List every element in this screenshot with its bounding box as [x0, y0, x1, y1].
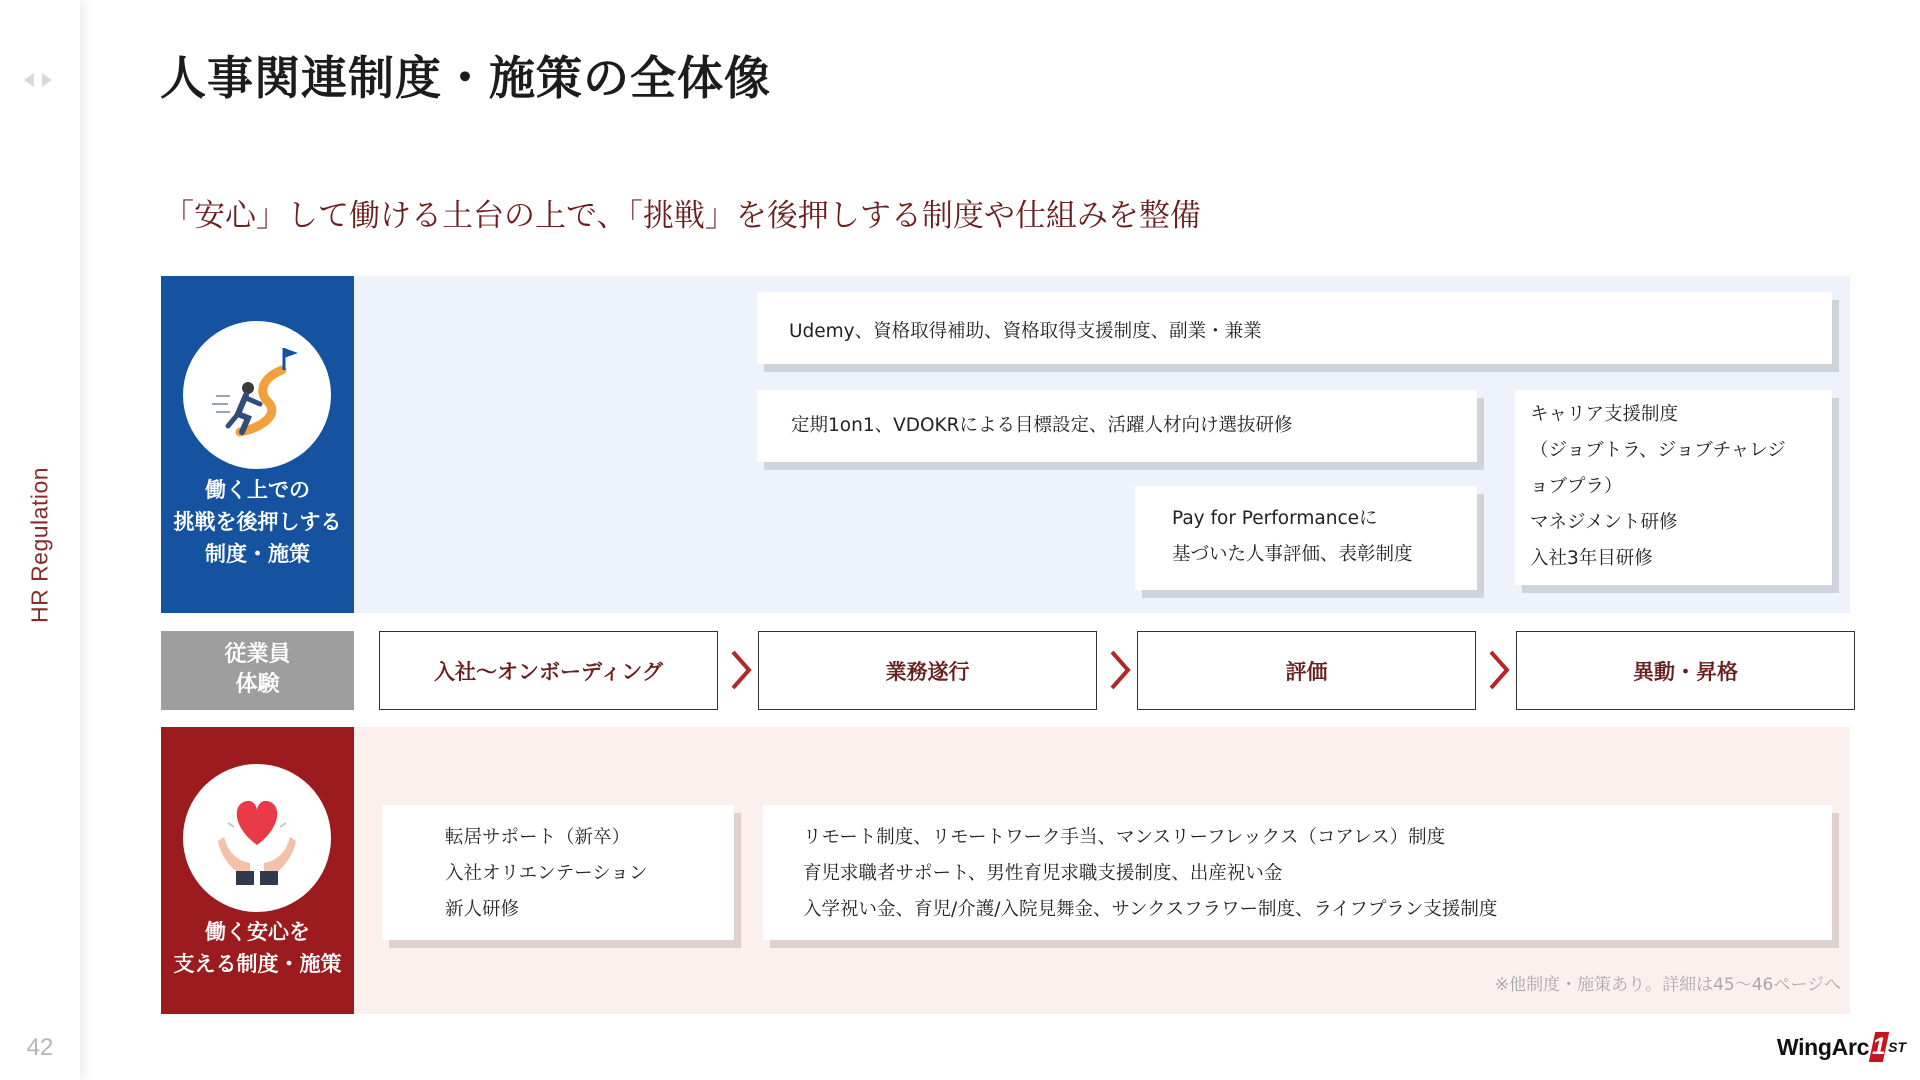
- card-text: 入社3年目研修: [1530, 548, 1653, 569]
- card-text: Udemy、資格取得補助、資格取得支援制度、副業・兼業: [789, 321, 1262, 342]
- stage-evaluation: 評価: [1137, 631, 1476, 710]
- security-card-2: [763, 805, 1832, 940]
- card-text: ョブプラ）: [1530, 476, 1623, 497]
- logo-text: WingArc: [1776, 1033, 1870, 1060]
- security-icon-circle: [183, 764, 331, 912]
- prev-arrow-icon[interactable]: [22, 72, 36, 88]
- section-label: HR Regulation: [26, 466, 53, 624]
- slide-nav[interactable]: [22, 72, 62, 92]
- card-text: キャリア支援制度: [1530, 404, 1679, 425]
- logo-one: 1: [1869, 1033, 1889, 1060]
- page-number: 42: [26, 1034, 54, 1061]
- stage-onboarding: 入社〜オンボーディング: [379, 631, 718, 710]
- card-text: （ジョブトラ、ジョブチャレジ: [1530, 440, 1786, 461]
- card-text: 基づいた人事評価、表彰制度: [1172, 544, 1413, 565]
- card-text: Pay for Performanceに: [1172, 508, 1378, 529]
- card-text: マネジメント研修: [1530, 512, 1678, 533]
- page-subtitle: 「安心」して働ける土台の上で、「挑戦」を後押しする制度や仕組みを整備: [163, 198, 1201, 234]
- security-label: 働く安心を 支える制度・施策: [173, 920, 342, 976]
- next-arrow-icon[interactable]: [40, 72, 54, 88]
- chevron-right-icon: [727, 648, 755, 692]
- challenge-label: 働く上での 挑戦を後押しする 制度・施策: [173, 478, 342, 566]
- chevron-right-icon: [1485, 648, 1513, 692]
- stage-work: 業務遂行: [758, 631, 1097, 710]
- heart-hands-icon: [202, 783, 312, 893]
- challenge-card-3: [1135, 486, 1477, 590]
- security-card-1: [382, 805, 734, 940]
- chevron-right-icon: [1106, 648, 1134, 692]
- challenge-icon-circle: [183, 321, 331, 469]
- card-text: 新人研修: [445, 899, 520, 920]
- employee-experience-label: 従業員 体験: [224, 642, 291, 697]
- challenge-card-1: [757, 292, 1832, 364]
- employee-experience-panel: [161, 631, 354, 710]
- card-text: 育児求職者サポート、男性育児求職支援制度、出産祝い金: [803, 863, 1283, 884]
- challenge-card-2: [757, 390, 1477, 462]
- card-text: 転居サポート（新卒）: [445, 827, 631, 848]
- wingarc-logo: [1777, 1032, 1906, 1062]
- logo-suffix: ST: [1888, 1039, 1906, 1055]
- page-title: 人事関連制度・施策の全体像: [160, 51, 771, 105]
- footnote: ※他制度・施策あり。詳細は45〜46ページへ: [1494, 975, 1841, 995]
- card-text: 入社オリエンテーション: [445, 863, 648, 884]
- challenge-card-4: [1515, 390, 1832, 585]
- runner-flag-icon: [202, 340, 312, 450]
- stage-promotion: 異動・昇格: [1516, 631, 1855, 710]
- card-text: リモート制度、リモートワーク手当、マンスリーフレックス（コアレス）制度: [803, 827, 1446, 848]
- card-text: 定期1on1、VDOKRによる目標設定、活躍人材向け選抜研修: [791, 415, 1293, 436]
- card-text: 入学祝い金、育児/介護/入院見舞金、サンクスフラワー制度、ライフプラン支援制度: [803, 899, 1498, 920]
- challenge-panel: [161, 276, 354, 613]
- security-panel: [161, 727, 354, 1014]
